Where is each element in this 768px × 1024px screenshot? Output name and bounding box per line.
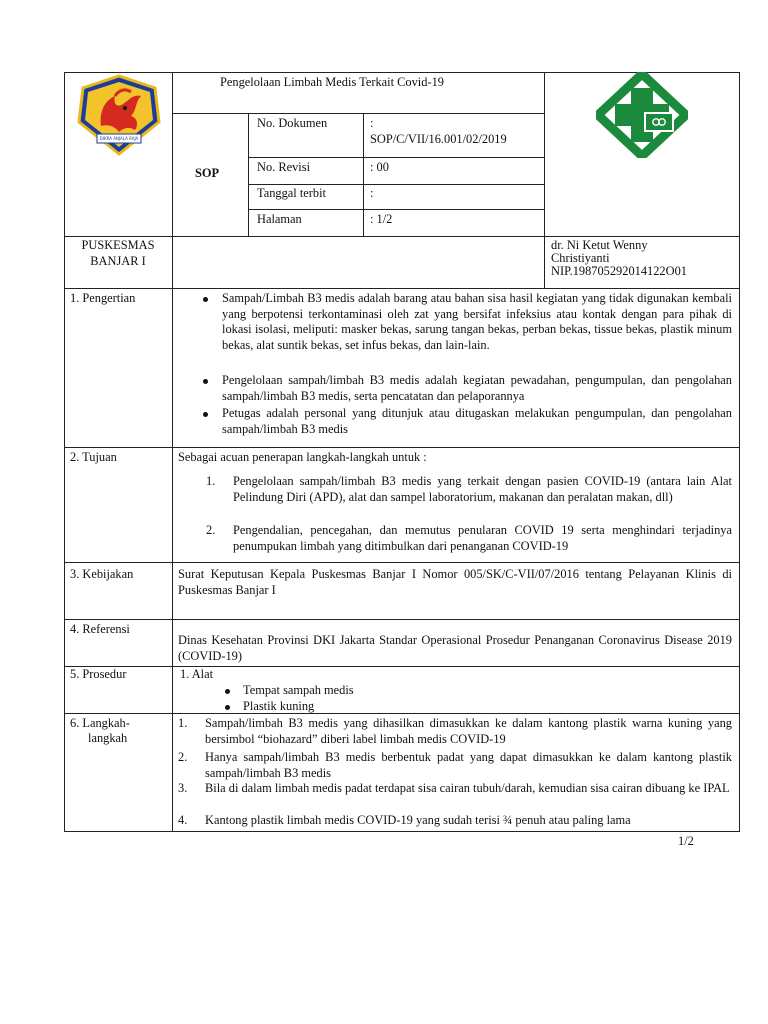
meta-value-no-revisi: : 00 (370, 160, 389, 174)
rule-org-bottom (64, 288, 740, 289)
signatory-name-cont: Christiyanti (551, 251, 610, 265)
rule-sec2-bottom (64, 562, 740, 563)
prosedur-item-2: Plastik kuning (243, 699, 315, 713)
section-label-kebijakan: 3. Kebijakan (70, 567, 134, 581)
rule-col-meta-value (363, 113, 364, 236)
tujuan-item-2: Pengendalian, pencegahan, dan memutus penularan COVID 19 serta menghindari terjadinya penumpukan limbah yang ditimbulkan dari penanganan COVID-19 (233, 523, 732, 553)
rule-col-logo (172, 72, 173, 288)
tujuan-intro: Sebagai acuan penerapan langkah-langkah untuk : (178, 450, 427, 464)
rule-meta-2 (248, 184, 544, 185)
meta-value-no-dokumen-colon: : (370, 116, 374, 130)
meta-label-no-dokumen: No. Dokumen (257, 116, 328, 130)
sop-label: SOP (195, 166, 220, 180)
rule-col-right (544, 72, 545, 288)
bullet-dot (203, 379, 208, 384)
langkah-item-number: 3. (178, 781, 188, 795)
langkah-item-2: Hanya sampah/limbah B3 medis berbentuk padat yang dapat dimasukkan ke dalam kantong plastik sampah/limbah B3 medis (205, 750, 732, 780)
meta-label-no-revisi: No. Revisi (257, 160, 311, 174)
section-label-langkah-cont: langkah (88, 731, 128, 745)
rule-col-body (172, 288, 173, 832)
bullet-dot (225, 705, 230, 710)
langkah-item-number: 4. (178, 813, 188, 827)
emblem-motto: DIKRA ANJALA RAJA (99, 136, 139, 141)
rule-sec5-bottom (64, 713, 740, 714)
section-label-referensi: 4. Referensi (70, 622, 130, 636)
section-label-prosedur: 5. Prosedur (70, 667, 127, 681)
rule-col-meta-label (248, 113, 249, 236)
langkah-item-number: 2. (178, 750, 188, 764)
section-label-langkah: 6. Langkah- (70, 716, 130, 730)
langkah-item-number: 1. (178, 716, 188, 730)
referensi-text: Dinas Kesehatan Provinsi DKI Jakarta Standar Operasional Prosedur Penanganan Coronavirus Disease 2019 (COVID-19) (178, 633, 732, 663)
pengertian-bullet-3: Petugas adalah personal yang ditunjuk atau ditugaskan melakukan pengumpulan, dan pengolahan sampah/limbah B3 medis (222, 406, 732, 436)
bullet-dot (203, 412, 208, 417)
meta-label-tanggal-terbit: Tanggal terbit (257, 186, 326, 200)
section-label-tujuan: 2. Tujuan (70, 450, 117, 464)
rule-sec4-bottom (64, 666, 740, 667)
meta-value-no-dokumen: SOP/C/VII/16.001/02/2019 (370, 132, 507, 146)
org-name-line2: BANJAR I (90, 254, 146, 268)
page-number: 1/2 (678, 834, 694, 848)
rule-meta-3 (248, 209, 544, 210)
tujuan-item-1: Pengelolaan sampah/limbah B3 medis yang terkait dengan pasien COVID-19 (antara lain Alat Pelindung Diri (APD), alat dan sampel laboratorium, makanan dan peralatan makan, dll) (233, 474, 732, 504)
document-title: Pengelolaan Limbah Medis Terkait Covid-19 (220, 75, 444, 89)
prosedur-heading: 1. Alat (180, 667, 214, 681)
signatory-nip: NIP.198705292014122O01 (551, 264, 687, 278)
rule-title-bottom (172, 113, 544, 114)
langkah-item-3: Bila di dalam limbah medis padat terdapat sisa cairan tubuh/darah, kemudian sisa cairan dibuang ke IPAL (205, 781, 730, 795)
puskesmas-logo (596, 72, 688, 158)
prosedur-item-1: Tempat sampah medis (243, 683, 354, 697)
meta-label-halaman: Halaman (257, 212, 302, 226)
rule-meta-1 (248, 157, 544, 158)
bullet-dot (225, 689, 230, 694)
rule-sec1-bottom (64, 447, 740, 448)
section-label-pengertian: 1. Pengertian (70, 291, 136, 305)
signatory-name: dr. Ni Ketut Wenny (551, 238, 648, 252)
langkah-item-1: Sampah/limbah B3 medis yang dihasilkan dimasukkan ke dalam kantong plastik warna kuning yang bersimbol “biohazard” diberi label limbah medis COVID-19 (205, 716, 732, 746)
rule-sec3-bottom (64, 619, 740, 620)
org-name-line1: PUSKESMAS (81, 238, 155, 252)
kebijakan-text: Surat Keputusan Kepala Puskesmas Banjar I Nomor 005/SK/C-VII/07/2016 tentang Pelayanan Klinis di Puskesmas Banjar I (178, 567, 732, 597)
tujuan-item-number: 1. (206, 474, 216, 488)
bullet-dot (203, 297, 208, 302)
pengertian-bullet-1: Sampah/Limbah B3 medis adalah barang atau bahan sisa hasil kegiatan yang tidak digunakan kembali yang berpotensi terkontaminasi oleh zat yang bersifat infeksius atau kontak dengan para pihak di lokasi isolasi, meliputi: masker bekas, sarung tangan bekas, perban bekas, tissue bekas, plastik minum bekas, alat suntik bekas, set infus bekas, dan lain-lain. (222, 291, 732, 352)
rule-header-bottom (64, 236, 740, 237)
meta-value-halaman: : 1/2 (370, 212, 393, 226)
regional-emblem (75, 74, 163, 156)
pengertian-bullet-2: Pengelolaan sampah/limbah B3 medis adalah kegiatan pewadahan, pengumpulan, dan pengolahan sampah/limbah B3 medis, serta pencatatan dan pelaporannya (222, 373, 732, 403)
langkah-item-4: Kantong plastik limbah medis COVID-19 yang sudah terisi ¾ penuh atau paling lama (205, 813, 631, 827)
tujuan-item-number: 2. (206, 523, 216, 537)
meta-value-tanggal-terbit: : (370, 186, 374, 200)
